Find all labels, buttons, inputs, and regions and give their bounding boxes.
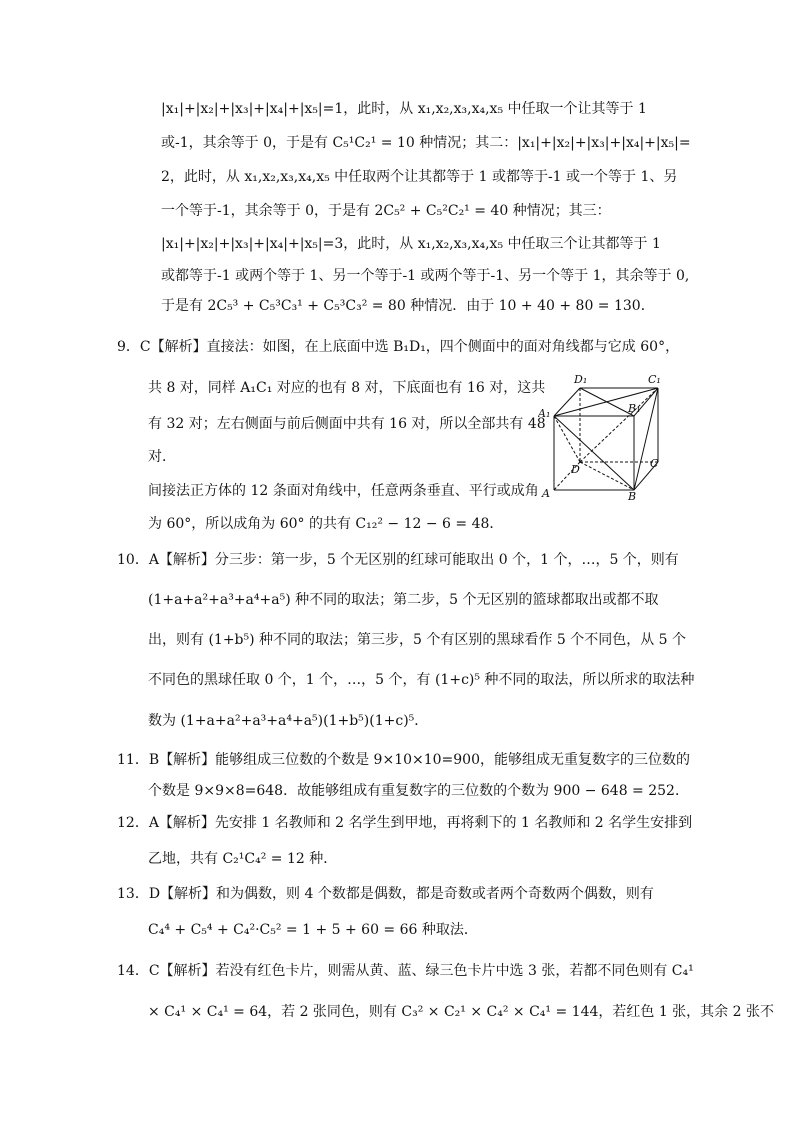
question-10-heading: 10．A【解析】分三步：第一步，5 个无区别的红球可能取出 0 个，1 个，…，5 个，则有	[117, 552, 679, 568]
label-b: B	[628, 490, 637, 503]
question-14-heading: 14．C【解析】若没有红色卡片，则需从黄、蓝、绿三色卡片中选 3 张，若都不同色则有 C₄¹	[117, 963, 694, 979]
text-line: 共 8 对，同样 A₁C₁ 对应的也有 8 对，下底面也有 16 对，这共	[148, 380, 546, 396]
text-line: |x₁|+|x₂|+|x₃|+|x₄|+|x₅|=3，此时，从 x₁,x₂,x₃,x₄,x₅ 中任取三个让其都等于 1	[161, 236, 661, 252]
question-9-heading: 9．C【解析】直接法：如图，在上底面中选 B₁D₁，四个侧面中的面对角线都与它成 60°，	[117, 339, 680, 355]
text-line: |x₁|+|x₂|+|x₃|+|x₄|+|x₅|=1，此时，从 x₁,x₂,x₃,x₄,x₅ 中任取一个让其等于 1	[161, 101, 647, 117]
text-line: 出，则有 (1+b⁵) 种不同的取法；第三步，5 个有区别的黑球看作 5 个不同色，从 5 个	[148, 632, 687, 648]
text-line: 或-1，其余等于 0，于是有 C₅¹C₂¹ = 10 种情况；其二：|x₁|+|x₂|+|x₃|+|x₄|+|x₅|=	[161, 135, 691, 151]
text-line: 不同色的黑球任取 0 个，1 个，…，5 个，有 (1+c)⁵ 种不同的取法，所以所求的取法种	[148, 672, 695, 688]
text-line: 对．	[148, 449, 176, 465]
text-line: 间接法正方体的 12 条面对角线中，任意两条垂直、平行或成角	[148, 483, 539, 499]
label-d1: D₁	[574, 373, 588, 386]
label-b1: B₁	[628, 402, 641, 415]
text-line: 个数是 9×9×8=648．故能够组成有重复数字的三位数的个数为 900 − 648 = 252．	[148, 783, 689, 799]
text-line: 数为 (1+a+a²+a³+a⁴+a⁵)(1+b⁵)(1+c)⁵．	[148, 713, 429, 729]
label-c1: C₁	[648, 373, 661, 386]
label-a: A	[542, 487, 550, 500]
text-line: 或都等于-1 或两个等于 1、另一个等于-1 或两个等于-1、另一个等于 1，其余等于 0,	[161, 268, 690, 284]
question-12-heading: 12．A【解析】先安排 1 名教师和 2 名学生到甲地，再将剩下的 1 名教师和 2 名学生安排到	[117, 815, 693, 831]
label-c: C	[650, 457, 659, 470]
cube-figure	[538, 372, 668, 504]
label-d: D	[571, 463, 580, 476]
text-line: 于是有 2C₅³ + C₅³C₃¹ + C₅³C₃² = 80 种情况．由于 10 + 40 + 80 = 130．	[161, 298, 655, 314]
text-line: (1+a+a²+a³+a⁴+a⁵) 种不同的取法；第二步，5 个无区别的篮球都取出或都不取	[148, 592, 659, 608]
question-13-heading: 13．D【解析】和为偶数，则 4 个数都是偶数，都是奇数或者两个奇数两个偶数，则有	[117, 886, 654, 902]
text-line: 为 60°，所以成角为 60° 的共有 C₁₂² − 12 − 6 = 48．	[148, 516, 504, 532]
label-a1: A₁	[538, 407, 551, 420]
question-11-heading: 11．B【解析】能够组成三位数的个数是 9×10×10=900，能够组成无重复数字的三位数的	[117, 752, 691, 768]
text-line: 2，此时，从 x₁,x₂,x₃,x₄,x₅ 中任取两个让其都等于 1 或都等于-1 或一个等于 1、另	[161, 169, 678, 185]
text-line: C₄⁴ + C₅⁴ + C₄²·C₅² = 1 + 5 + 60 = 66 种取法．	[148, 922, 478, 938]
text-line: 有 32 对；左右侧面与前后侧面中共有 16 对，所以全部共有 48	[148, 416, 546, 432]
text-line: × C₄¹ × C₄¹ = 64，若 2 张同色，则有 C₃² × C₂¹ × C₄² × C₄¹ = 144，若红色 1 张，其余 2 张不	[148, 1004, 774, 1020]
text-line: 乙地，共有 C₂¹C₄² = 12 种．	[148, 851, 338, 867]
cube-diagram	[538, 372, 668, 504]
text-line: 一个等于-1，其余等于 0，于是有 2C₅² + C₅²C₂¹ = 40 种情况；其三：	[161, 203, 611, 219]
